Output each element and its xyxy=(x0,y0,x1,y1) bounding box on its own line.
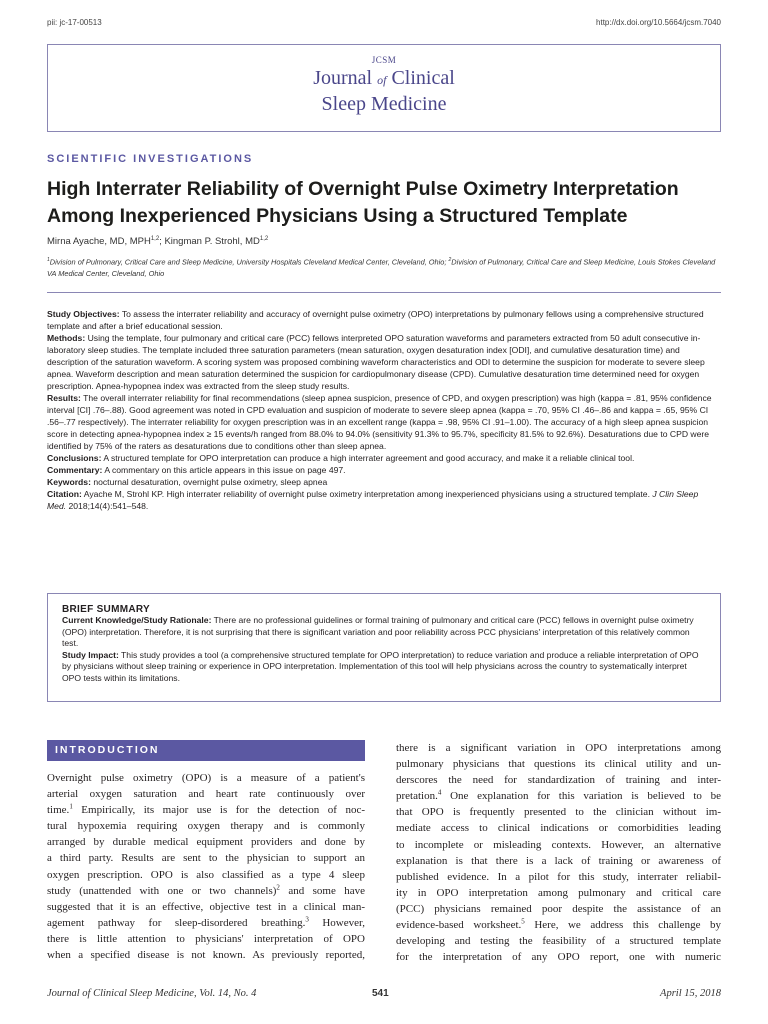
journal-name-line2: Sleep Medicine xyxy=(321,93,447,115)
abstract-text: A commentary on this article appears in this issue on page 497. xyxy=(102,465,346,475)
pii-identifier: pii: jc-17-00513 xyxy=(47,18,102,27)
abstract-keywords xyxy=(47,476,719,488)
text-line: tural hypoxemia requiring oxygen therapy and is commonly xyxy=(47,820,365,833)
footer-date: April 15, 2018 xyxy=(660,988,721,999)
text-line: explanation is that there is a lack of training or awareness of xyxy=(396,854,721,867)
abstract-label: Results: xyxy=(47,393,81,403)
text-line: published evidence. In a pilot for this study, interrater reliabil- xyxy=(396,870,721,883)
text-fragment: agement pathway for sleep-disordered breathing. xyxy=(47,916,306,929)
text-line: for the interpretation of any OPO report, one with numeric xyxy=(396,951,721,964)
citation-ref[interactable]: 3 xyxy=(305,915,309,924)
text-line: ity in OPO interpretation among pulmonary and critical care xyxy=(396,886,721,899)
abstract-text: 2018;14(4):541–548. xyxy=(66,501,149,511)
brief-text: This study provides a tool (a comprehensive structured template for OPO interpretation) to reduce variation and produce a reliable interpretation of OPO by physicians without sleep training or experience in OPO interpretation. Implementation of this tool will help physicians across the country to systematically interpret OPO tests within its limitations. xyxy=(62,649,699,683)
text-line: (PCC) physicians remained poor despite the assistance of an xyxy=(396,902,721,915)
brief-label: Study Impact: xyxy=(62,649,119,660)
citation-ref[interactable]: 1 xyxy=(69,802,73,811)
text-fragment: time. xyxy=(47,804,70,817)
abstract-citation xyxy=(47,488,719,512)
brief-knowledge xyxy=(62,615,706,650)
text-fragment: pretation. xyxy=(396,790,438,803)
section-label: SCIENTIFIC INVESTIGATIONS xyxy=(47,153,254,165)
text-line xyxy=(47,915,365,931)
brief-impact xyxy=(62,650,706,685)
text-line xyxy=(396,917,721,933)
author-affiliation-sup: 1,2 xyxy=(150,236,160,242)
text-line: developing and testing the feasibility of a structured template xyxy=(396,935,721,948)
abstract-text: Ayache M, Strohl KP. High interrater reliability of overnight pulse oximetry interpretation among inexperienced physicians using a structured template. xyxy=(81,489,653,499)
divider xyxy=(47,292,721,293)
abstract-label: Study Objectives: xyxy=(47,309,120,319)
brief-summary-title: BRIEF SUMMARY xyxy=(62,604,150,615)
text-fragment: Here, we address this challenge by xyxy=(524,919,721,932)
page-number: 541 xyxy=(372,988,389,999)
abstract-commentary xyxy=(47,464,719,476)
intro-column-left xyxy=(47,770,365,963)
introduction-heading: INTRODUCTION xyxy=(55,744,160,756)
abstract-text: To assess the interrater reliability and accuracy of overnight pulse oximetry (OPO) interpretations by pulmonary fellows using a comprehensive structured template and after a brief educational session. xyxy=(47,309,704,331)
citation-ref[interactable]: 2 xyxy=(276,883,280,891)
affiliation-text: Division of Pulmonary, Critical Care and Sleep Medicine, Louis Stokes Cleveland VA Medical Center, Cleveland, Ohio xyxy=(47,257,716,279)
abstract-text: nocturnal desaturation, overnight pulse oximetry, sleep apnea xyxy=(90,477,328,487)
citation-ref[interactable]: 4 xyxy=(437,788,442,797)
text-line: that OPO is frequently presented to the clinician without im- xyxy=(396,806,721,819)
article-title: High Interrater Reliability of Overnight Pulse Oximetry Interpretation Among Inexperienced Physicians Using a Structured Template xyxy=(47,178,679,227)
author-name: Mirna Ayache, MD, MPH xyxy=(47,236,151,248)
text-fragment: One explanation for this variation is believed to be xyxy=(441,790,721,803)
text-line: Overnight pulse oximetry (OPO) is a measure of a patient's xyxy=(47,772,365,784)
text-line xyxy=(47,883,365,899)
text-fragment: Empirically, its major use is for the detection of noc- xyxy=(72,804,365,817)
text-line xyxy=(396,788,721,804)
text-line: a third party. Results are sent to the physician to support an xyxy=(47,852,365,865)
affiliation-sup: 2 xyxy=(448,257,452,263)
journal-masthead xyxy=(47,44,721,132)
author-affiliation-sup: 1,2 xyxy=(259,236,269,242)
affiliations xyxy=(47,254,723,280)
text-line: there is a significant variation in OPO interpretations among xyxy=(396,742,721,754)
doi-link[interactable]: http://dx.doi.org/10.5664/jcsm.7040 xyxy=(596,18,721,27)
text-line: when a specified disease is not known. As previously reported, xyxy=(47,949,365,962)
abstract-conclusions xyxy=(47,452,719,464)
text-line: suggested that it is an effective, objective test in a clinical man- xyxy=(47,900,365,913)
abstract-label: Methods: xyxy=(47,333,86,343)
text-fragment: However, xyxy=(308,916,365,929)
abstract-results xyxy=(47,392,719,452)
text-fragment: evidence-based worksheet. xyxy=(396,919,522,932)
abstract-label: Commentary: xyxy=(47,465,103,475)
abstract-label: Conclusions: xyxy=(47,453,102,463)
text-line: arterial oxygen saturation and heart rate continuously over xyxy=(47,788,365,801)
abstract-objectives xyxy=(47,308,719,332)
journal-name-word: Journal xyxy=(313,67,373,89)
brief-text: There are no professional guidelines or formal training of pulmonary and critical care (PCC) fellows in overnight pulse oximetry (OPO) interpretation. Therefore, it is not surprising that there is significant variation and poor reliability across PCC physicians' interpretation of this relatively common test. xyxy=(62,615,694,649)
journal-abbrev: JCSM xyxy=(371,55,397,65)
text-line: pulmonary physicians that questions its clinical utility and un- xyxy=(396,758,721,771)
text-line: mediate access to clinical indications or comorbidities leading xyxy=(396,822,721,835)
text-line xyxy=(47,802,365,818)
abstract xyxy=(47,308,719,512)
abstract-text: The overall interrater reliability for final recommendations (sleep apnea suspicion, presence of CPD, and oxygen prescription) was high (kappa = .81, 95% confidence interval [CI] .76–.88). Good agreement was noted in CPD evaluation and suspicion of moderate to severe sleep apnea (kappa = .70, 95% CI .46–.86 and kappa = .65, 95% CI .56–.77 respectively). The interrater reliability for oxygen prescription was in an excellent range (kappa = .98, 95% CI .91–1.00). The accuracy of a high sleep apnea suspicion score in detecting apnea-hypopnea index ≥ 15 events/h ranged from 88.0% to 94.0% (sensitivity 91.3% to 95.7%, specificity 81.5% to 92.6%). Desaturations due to CPD were identified by 75% of the raters as desaturations due to conditions other than sleep apnea. xyxy=(47,393,712,451)
brief-summary-box xyxy=(47,593,721,702)
abstract-text: A structured template for OPO interpretation can produce a high interrater agreement and good accuracy, and make it a reliable clinical tool. xyxy=(101,453,635,463)
text-line: oxygen prescription. OPO is also classified as a type 4 sleep xyxy=(47,868,365,881)
author-name: ; Kingman P. Strohl, MD xyxy=(159,236,260,248)
affiliation-sup: 1 xyxy=(47,257,50,263)
abstract-text: Using the template, four pulmonary and critical care (PCC) fellows interpreted OPO saturation waveforms and parameters extracted from 50 adult consecutive in-laboratory sleep studies. The template included three saturation parameters (mean saturation, oxygen desaturation index [ODI], and cumulative desaturation time) and description of the saturation waveform. A scoring system was proposed combining waveform characteristics and ODI to determine the suspicion for moderate to severe sleep apnea. Waveform description and mean saturation determined the suspicion for cardiopulmonary disease (CPD). Cumulative desaturation time determined need for oxygen prescription. Apnea-hypopnea index was extracted from the sleep study results. xyxy=(47,333,705,391)
text-line: arranged by durable medical equipment providers and done by xyxy=(47,836,365,849)
journal-name-word: Clinical xyxy=(391,67,455,89)
abstract-methods xyxy=(47,332,719,392)
citation-journal: J Clin Sleep Med. xyxy=(47,489,699,511)
abstract-label: Citation: xyxy=(47,489,82,499)
brief-label: Current Knowledge/Study Rationale: xyxy=(62,615,212,625)
citation-ref[interactable]: 5 xyxy=(521,917,525,926)
affiliation-text: Division of Pulmonary, Critical Care and Sleep Medicine, University Hospitals Cleveland Medical Center, Cleveland, Ohio; xyxy=(49,257,449,267)
text-line: derscores the need for standardization of training and inter- xyxy=(396,774,721,787)
intro-column-right xyxy=(396,740,721,965)
text-line: to incomplete or misleading contexts. However, an alternative xyxy=(396,838,721,851)
journal-name-of: of xyxy=(377,73,387,87)
introduction-heading-band xyxy=(47,740,365,761)
author-list xyxy=(47,236,268,247)
journal-name-line1 xyxy=(48,67,720,90)
text-line: there is little attention to physicians' interpretation of OPO xyxy=(47,932,365,945)
abstract-label: Keywords: xyxy=(47,477,91,487)
footer-journal: Journal of Clinical Sleep Medicine, Vol. 14, No. 4 xyxy=(47,988,257,999)
text-fragment: study (unattended with one or two channels) xyxy=(47,884,277,897)
text-fragment: and some have xyxy=(279,884,365,897)
